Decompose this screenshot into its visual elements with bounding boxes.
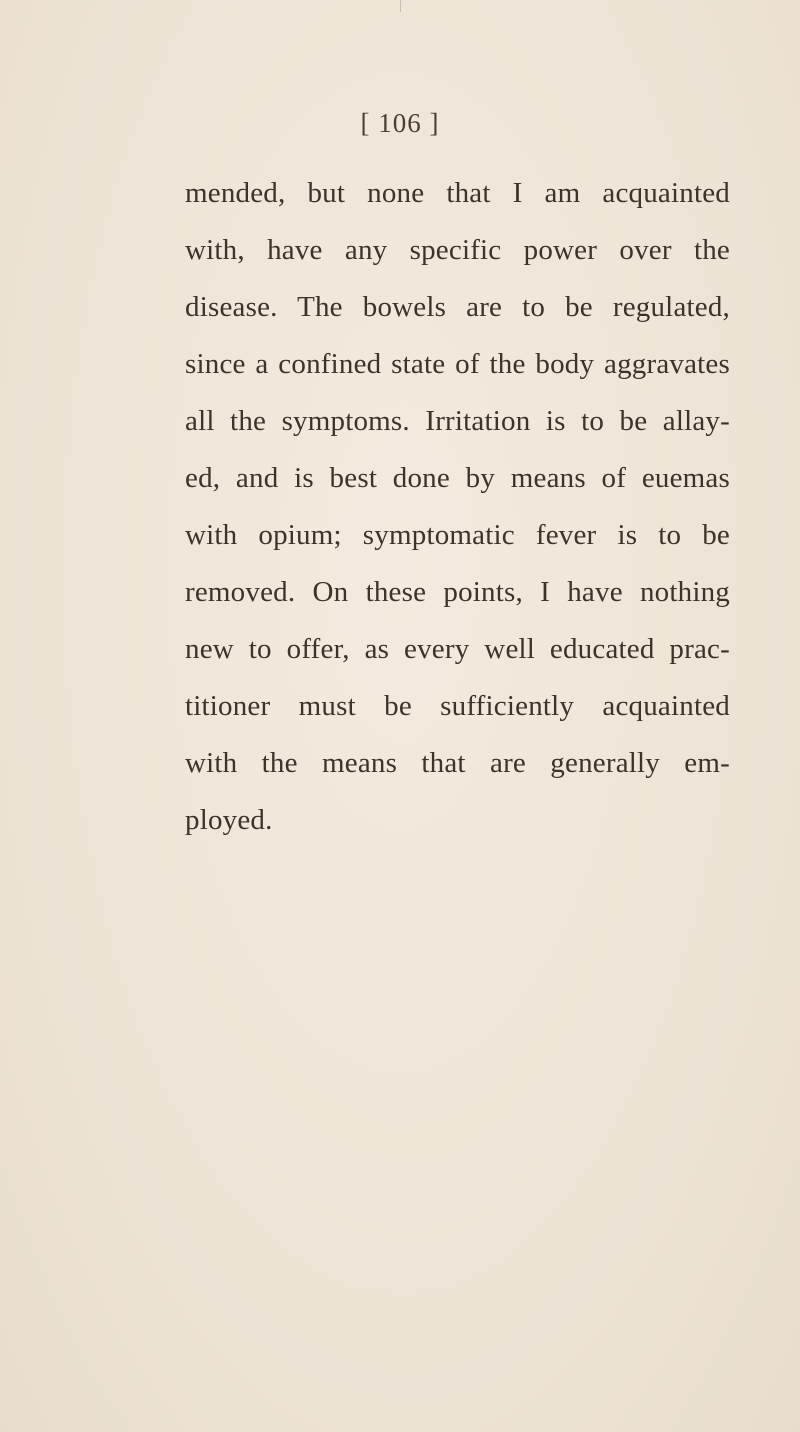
page-number-header: [ 106 ] xyxy=(360,108,440,138)
text-line: removed. On these points, I have nothing xyxy=(185,576,730,608)
text-line: new to offer, as every well educated prac- xyxy=(185,633,730,665)
text-line: with the means that are generally em- xyxy=(185,747,730,779)
text-line: disease. The bowels are to be regulated, xyxy=(185,291,730,323)
text-line: all the symptoms. Irritation is to be allay- xyxy=(185,405,730,437)
text-line: titioner must be sufficiently acquainted xyxy=(185,690,730,722)
text-line: with opium; symptomatic fever is to be xyxy=(185,519,730,551)
page-speck xyxy=(400,0,401,12)
text-line: since a confined state of the body aggravates xyxy=(185,348,730,380)
body-text xyxy=(185,165,730,849)
text-line: with, have any specific power over the xyxy=(185,234,730,266)
text-line: ployed. xyxy=(185,804,273,836)
text-line: mended, but none that I am acquainted xyxy=(185,177,730,209)
text-line: ed, and is best done by means of euemas xyxy=(185,462,730,494)
